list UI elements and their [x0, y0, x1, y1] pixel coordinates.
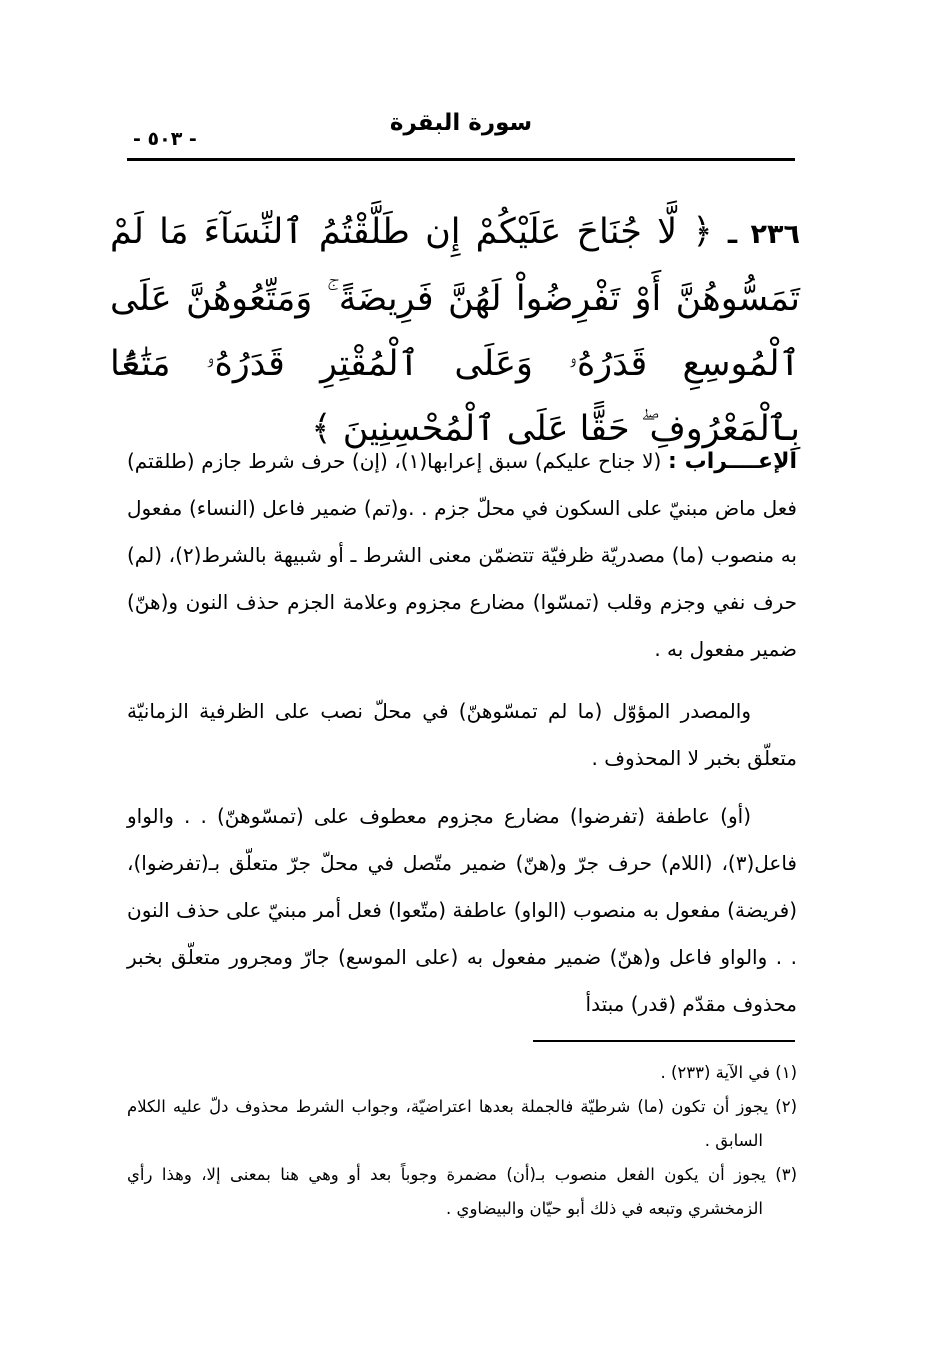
paragraph-1-text: (لا جناح عليكم) سبق إعرابها(١)، (إن) حرف شرط جازم (طلقتم) فعل ماض مبنيّ على السكون في محلّ جزم . .و(تم) ضمير فاعل (النساء) مفعول به منصوب (ما) مصدريّة ظرفيّة تتضمّن معنى الشرط ـ أو شبيهة بالشرط(٢)، (لم) حرف نفي وجزم وقلب (تمسّوا) مضارع مجزوم وعلامة الجزم حذف النون و(هنّ) ضمير مفعول به . [127, 449, 797, 661]
quran-verse [110, 200, 800, 462]
footnote-divider [533, 1040, 795, 1042]
verse-number: ٢٣٦ ـ [727, 219, 800, 250]
footnotes [127, 1056, 797, 1226]
grammar-paragraph-2: والمصدر المؤوّل (ما لم تمسّوهنّ) في محلّ نصب على الظرفية الزمانيّة متعلّق بخبر لا المحذوف . [127, 699, 797, 770]
surah-title: سورة البقرة [389, 110, 533, 136]
grammar-paragraph-3: (أو) عاطفة (تفرضوا) مضارع مجزوم معطوف على (تمسّوهنّ) . . والواو فاعل(٣)، (اللام) حرف جرّ و(هنّ) ضمير متّصل في محلّ جرّ متعلّق بـ(تفرضوا)، (فريضة) مفعول به منصوب (الواو) عاطفة (متّعوا) فعل أمر مبنيّ على حذف النون . . والواو فاعل و(هنّ) ضمير مفعول به (على الموسع) جارّ ومجرور متعلّق بخبر محذوف مقدّم (قدر) مبتدأ [127, 804, 797, 1016]
page-number: - ٥٠٣ - [133, 128, 197, 150]
footnote-2: (٢) يجوز أن تكون (ما) شرطيّة فالجملة بعدها اعتراضيّة، وجواب الشرط محذوف دلّ عليه الكلام السابق . [127, 1097, 797, 1150]
verse-text: ﴿ لَّا جُنَاحَ عَلَيْكُمْ إِن طَلَّقْتُمُ ٱلنِّسَآءَ مَا لَمْ تَمَسُّوهُنَّ أَوْ تَفْرِضُواْ لَهُنَّ فَرِيضَةً ۚ وَمَتِّعُوهُنَّ عَلَى ٱلْمُوسِعِ قَدَرُهُۥ وَعَلَى ٱلْمُقْتِرِ قَدَرُهُۥ مَتَٰعًۢا بِٱلْمَعْرُوفِ ۖ حَقًّا عَلَى ٱلْمُحْسِنِينَ ﴾ [110, 212, 800, 449]
header-divider [127, 158, 795, 161]
footnote-3: (٣) يجوز أن يكون الفعل منصوب بـ(أن) مضمرة وجوباً بعد أو وهي هنا بمعنى إلا، وهذا رأي الزمخشري وتبعه في ذلك أبو حيّان والبيضاوي . [127, 1165, 797, 1218]
grammar-paragraph-1 [127, 438, 797, 673]
page-header [127, 106, 795, 162]
irab-label: الإعــــراب : [667, 449, 798, 474]
footnote-1: (١) في الآية (٢٣٣) . [660, 1063, 797, 1082]
